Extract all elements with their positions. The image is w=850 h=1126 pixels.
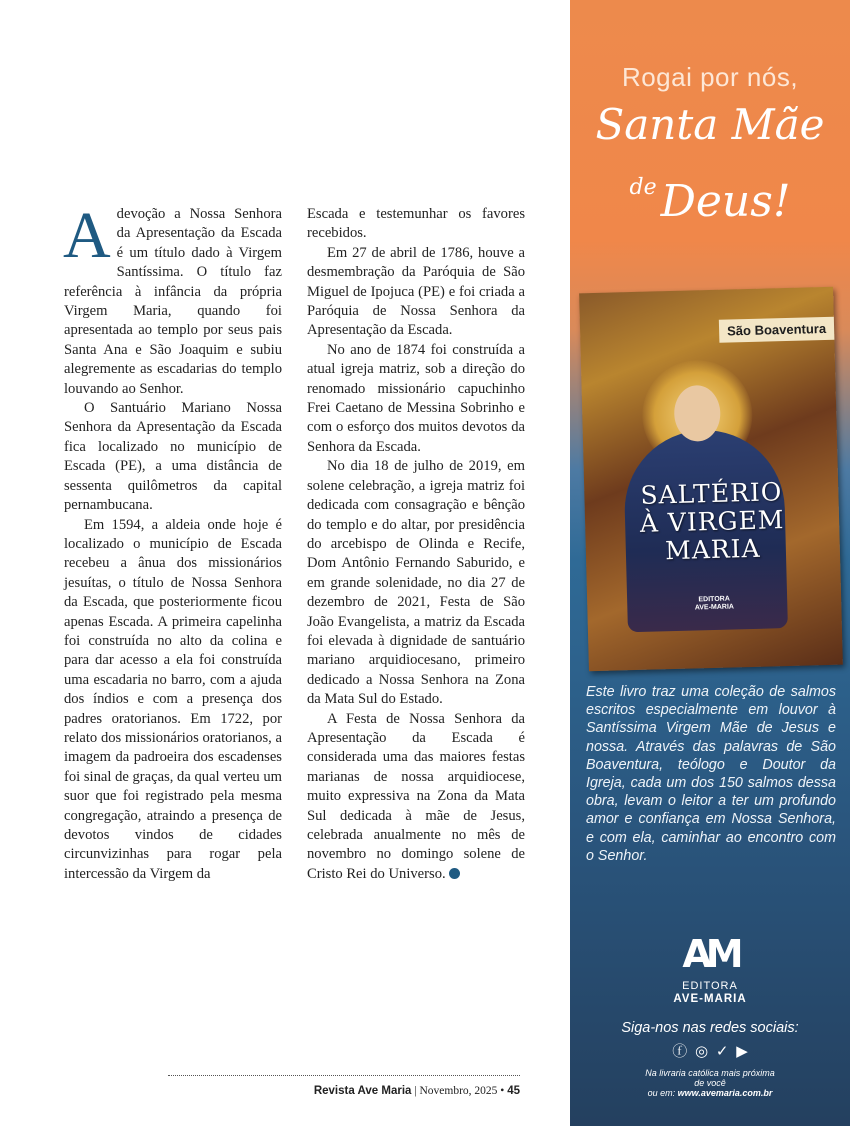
paragraph-text: devoção a Nossa Senhora da Apresentação da Escada é um título dado à Virgem Santíssima. O título faz referência à infância da própria Virgem Maria, quando foi apresentada ao templo por seus pais Santa Ana e São Joaquim e subiu alegremente as escadarias do templo louvando ao Senhor. [64, 206, 282, 397]
ad-script-deus: Deus! [660, 176, 791, 227]
ad-script-de: de [629, 175, 657, 200]
book-title-line: SALTÉRIO [640, 477, 783, 510]
drop-cap: A [63, 199, 111, 272]
article-column-2 [307, 205, 525, 884]
article-column-1 [63, 199, 283, 884]
twitter-icon[interactable]: ✓ [715, 1042, 729, 1060]
book-cover[interactable] [579, 287, 843, 672]
article-paragraph: Escada e testemunhar os favores recebidos. [307, 206, 525, 242]
issue-date: Novembro, 2025 [419, 1085, 498, 1097]
book-author-label: São Boaventura [719, 317, 835, 343]
footer-separator: | [414, 1085, 417, 1097]
page-number: 45 [507, 1085, 520, 1097]
footer-bullet: • [500, 1085, 505, 1097]
article-paragraph: No ano de 1874 foi construída a atual igreja matriz, sob a direção do renomado missionário capuchinho Frei Caetano de Messina Sobrinho e com o esforço dos muitos devotos da Senhora da Escada. [307, 341, 525, 455]
footer-divider [168, 1075, 520, 1076]
book-title [584, 477, 840, 568]
ad-tagline: Rogai por nós, [621, 62, 799, 92]
book-title-line: À VIRGEM [639, 505, 785, 538]
social-follow-text: Siga-nos nas redes sociais: [621, 1020, 799, 1036]
store-info-line: de você [694, 1078, 726, 1088]
publisher-label: EDITORA [682, 980, 738, 992]
website-link[interactable]: www.avemaria.com.br [677, 1088, 773, 1098]
publisher-brand: AVE-MARIA [673, 993, 747, 1005]
article-paragraph: No dia 18 de julho de 2019, em solene celebração, a igreja matriz foi dedicada com consagração e bênção do templo e do altar, por presidência do arcebispo de Olinda e Recife, Dom Antônio Fernando Saburido, e em grande solenidade, no dia 27 de dezembro de 2021, Festa de São João Evangelista, a matriz da Escada foi elevada à dignidade de santuário mariano arquidiocesano, primeiro dedicado a Nossa Senhora na Zona da Mata Sul do Estado. [307, 458, 525, 708]
article-paragraph: Em 27 de abril de 1786, houve a desmembração da Paróquia de São Miguel de Ipojuca (PE) e foi criada a Paróquia de Nossa Senhora da Apresentação da Escada. [307, 244, 525, 339]
ad-script-line-2 [570, 175, 850, 227]
publisher-logo-icon: AM [682, 932, 738, 976]
article-paragraph [307, 710, 525, 885]
magazine-name: Revista Ave Maria [313, 1085, 412, 1097]
article-paragraph [63, 199, 282, 399]
facebook-icon[interactable]: ⓕ [672, 1042, 688, 1060]
store-info [610, 1068, 810, 1098]
book-publisher-logo: EDITORA AVE-MARIA [694, 595, 735, 612]
social-icons [570, 1040, 850, 1061]
article-paragraph: O Santuário Mariano Nossa Senhora da Apresentação da Escada fica localizado no município de Escada (PE), a uma distância de sessenta quilômetros da capital pernambucana. [64, 400, 282, 514]
store-info-line [610, 1088, 810, 1098]
end-mark-icon [449, 868, 460, 879]
ad-script-line-1: Santa Mãe [595, 100, 825, 149]
publisher-name [570, 980, 850, 1006]
article [63, 199, 525, 945]
article-paragraph: Em 1594, a aldeia onde hoje é localizado o município de Escada recebeu a ânua dos missionários jesuítas, o título de Nossa Senhora da Escada, que posteriormente ficou apenas Escada. A primeira capelinha foi construída no alto da colina e para dar acesso a ela foi construída uma escadaria no barro, com a ajuda dos índios e com a presença dos padres oratorianos. Em 1722, por relato dos missionários oratorianos, a imagem da padroeira dos escadenses foi sinal de graças, da qual verteu um suor que foi registrado pela mesma congregação, atraindo a presença de devotos vindos de cidades circunvizinhas para rogar pela intercessão da Virgem da [64, 516, 283, 882]
book-title-line: MARIA [664, 533, 761, 566]
paragraph-text: A Festa de Nossa Senhora da Apresentação da Escada é considerada uma das maiores festas marianas de nossa arquidiocese, muito expressiva na Zona da Mata Sul dedicada à mãe de Jesus, celebrada anualmente no mês de novembro no domingo solene de Cristo Rei do Universo. [307, 710, 525, 882]
ad-description: Este livro traz uma coleção de salmos escritos especialmente em louvor à Santíssima Virgem Mãe de Jesus e nossa. Através das palavras de São Boaventura, teólogo e Doutor da Igreja, cada um dos 150 salmos dessa obra, levam o leitor a ter um profundo amor e confiança em Nossa Senhora, e com ela, caminhar ao encontro com o Senhor. [586, 684, 836, 864]
store-info-line: Na livraria católica mais próxima [645, 1068, 775, 1078]
youtube-icon[interactable]: ▶ [736, 1042, 748, 1060]
book-advertisement[interactable] [570, 0, 850, 1126]
page-footer [168, 1085, 520, 1097]
instagram-icon[interactable]: ◎ [695, 1042, 709, 1060]
store-info-prefix: ou em: [647, 1088, 676, 1098]
